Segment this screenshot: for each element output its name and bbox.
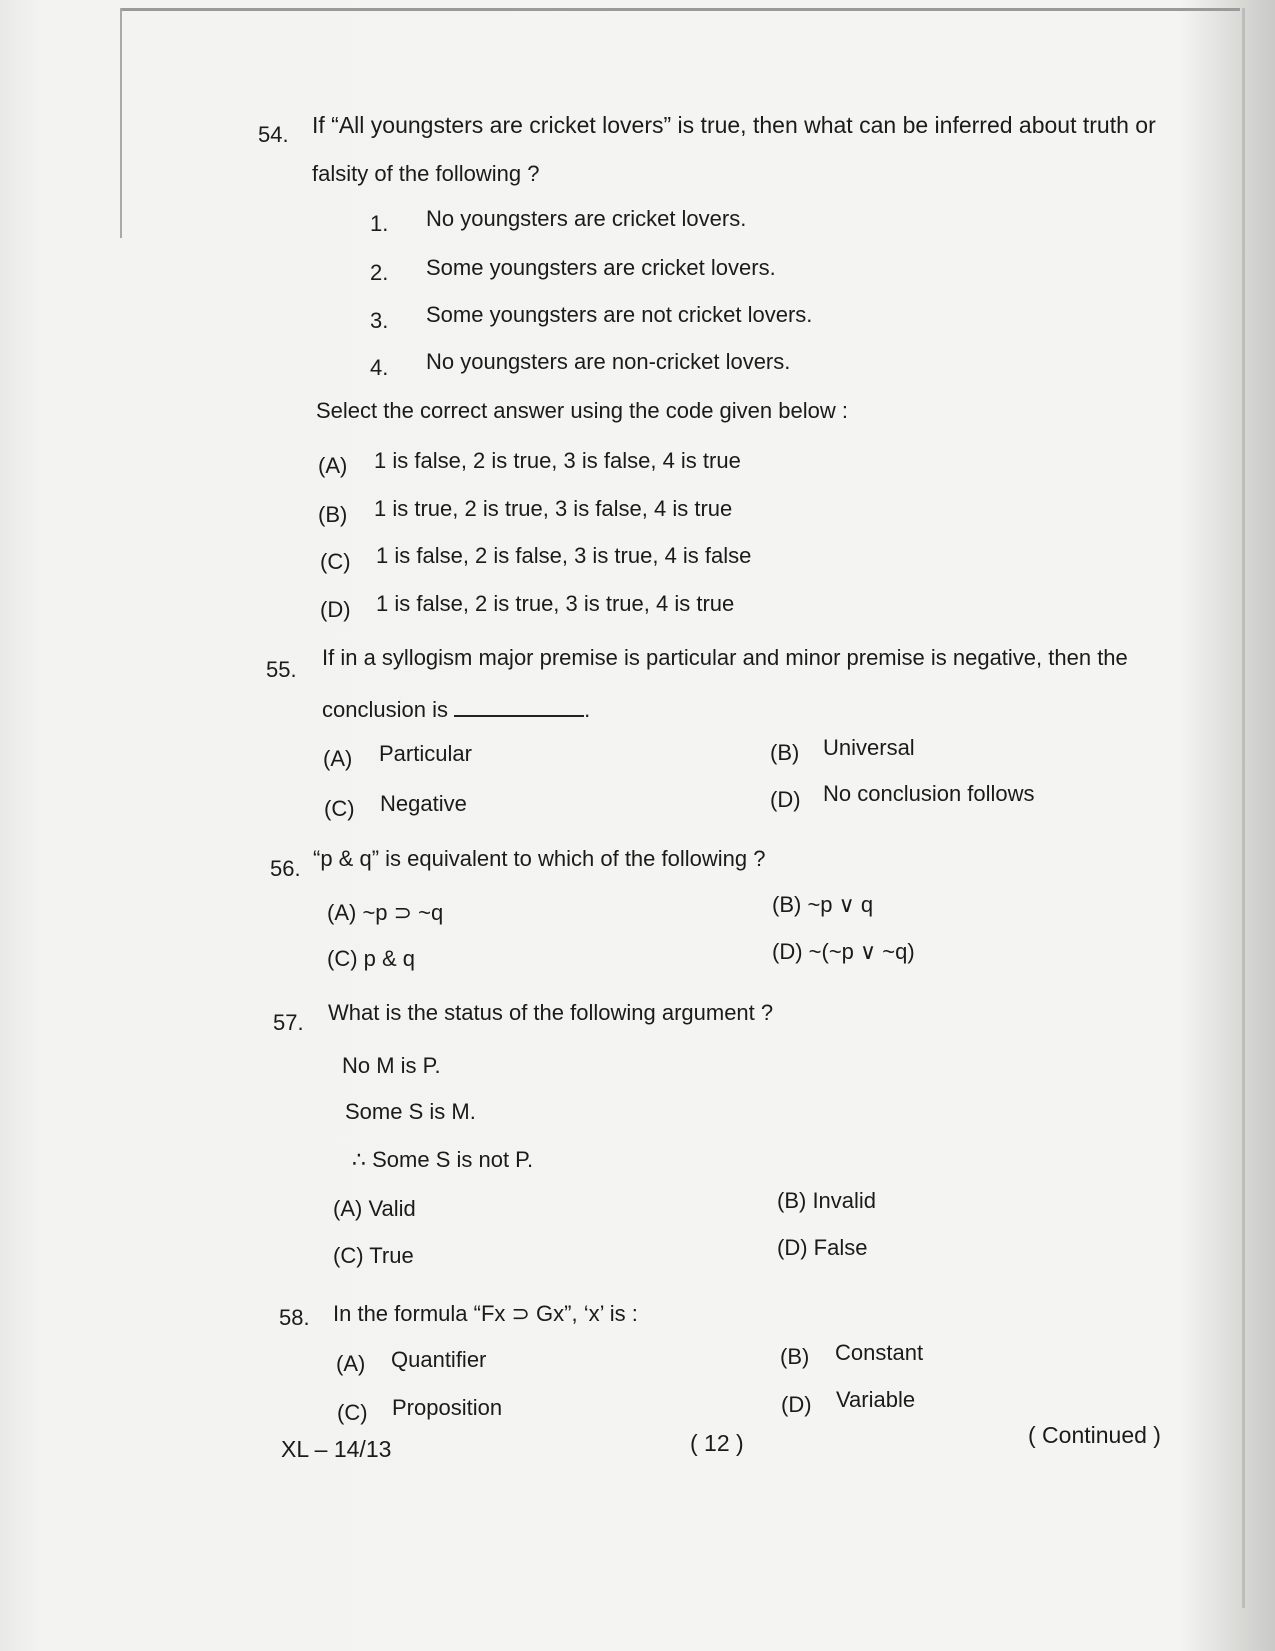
option-c-text: (C) p & q xyxy=(327,946,416,971)
option-a-text: Particular xyxy=(379,741,472,766)
option-c-text: Proposition xyxy=(392,1395,503,1420)
option-b-letter: (B) xyxy=(770,740,800,765)
option-d-letter: (D) xyxy=(781,1392,812,1417)
scan-edge-top xyxy=(120,8,1240,11)
premise-minor: Some S is M. xyxy=(345,1099,476,1124)
option-b-text: (B) Invalid xyxy=(777,1188,877,1213)
statement-number: 1. xyxy=(370,211,389,236)
footer-continued: ( Continued ) xyxy=(1028,1422,1161,1448)
statement-text: Some youngsters are not cricket lovers. xyxy=(426,302,813,327)
option-c-text: 1 is false, 2 is false, 3 is true, 4 is false xyxy=(376,543,752,568)
statement-number: 4. xyxy=(370,355,389,380)
option-d-text: No conclusion follows xyxy=(823,781,1035,806)
answer-blank xyxy=(454,697,584,717)
scan-edge-left xyxy=(120,8,122,238)
option-b-text: Universal xyxy=(823,735,915,760)
question-58-text: In the formula “Fx ⊃ Gx”, ‘x’ is : xyxy=(333,1301,638,1326)
question-54-instruction: Select the correct answer using the code given below : xyxy=(316,398,848,423)
question-56-text: “p & q” is equivalent to which of the following ? xyxy=(313,846,766,871)
question-57-number: 57. xyxy=(273,1010,304,1035)
question-55-number: 55. xyxy=(266,657,297,682)
option-c-text: (C) True xyxy=(333,1243,414,1268)
option-a-letter: (A) xyxy=(323,746,353,771)
statement-text: No youngsters are cricket lovers. xyxy=(426,206,747,231)
question-55-text-line2-start: conclusion is xyxy=(322,697,448,722)
question-57-text: What is the status of the following argument ? xyxy=(328,1000,774,1025)
option-a-text: (A) ~p ⊃ ~q xyxy=(327,900,444,925)
option-a-text: (A) Valid xyxy=(333,1196,416,1221)
footer-paper-code: XL – 14/13 xyxy=(281,1436,392,1462)
option-b-letter: (B) xyxy=(318,502,348,527)
option-c-letter: (C) xyxy=(320,549,351,574)
question-55-text-line2-end: . xyxy=(584,697,591,722)
option-d-text: 1 is false, 2 is true, 3 is true, 4 is true xyxy=(376,591,735,616)
question-54-text-line1: If “All youngsters are cricket lovers” is true, then what can be inferred about truth or xyxy=(312,112,1156,138)
option-d-text: Variable xyxy=(836,1387,916,1412)
statement-text: No youngsters are non-cricket lovers. xyxy=(426,349,791,374)
statement-number: 3. xyxy=(370,308,389,333)
question-55-text-line2 xyxy=(322,697,590,723)
option-c-text: Negative xyxy=(380,791,467,816)
question-54-number: 54. xyxy=(258,122,289,147)
footer-page-number: ( 12 ) xyxy=(690,1430,744,1456)
premise-major: No M is P. xyxy=(342,1053,441,1078)
option-c-letter: (C) xyxy=(337,1400,368,1425)
question-55-text-line1: If in a syllogism major premise is particular and minor premise is negative, then the xyxy=(322,645,1128,670)
question-54-text-line2: falsity of the following ? xyxy=(312,161,540,186)
option-a-letter: (A) xyxy=(318,453,348,478)
option-d-letter: (D) xyxy=(320,597,351,622)
argument-conclusion: ∴ Some S is not P. xyxy=(352,1147,534,1172)
option-b-letter: (B) xyxy=(780,1344,810,1369)
scan-edge-right xyxy=(1242,8,1245,1608)
question-58-number: 58. xyxy=(279,1305,310,1330)
option-d-text: (D) False xyxy=(777,1235,868,1260)
option-b-text: 1 is true, 2 is true, 3 is false, 4 is true xyxy=(374,496,733,521)
option-a-text: Quantifier xyxy=(391,1347,487,1372)
option-d-letter: (D) xyxy=(770,787,801,812)
option-b-text: (B) ~p ∨ q xyxy=(772,892,874,917)
statement-text: Some youngsters are cricket lovers. xyxy=(426,255,776,280)
option-a-text: 1 is false, 2 is true, 3 is false, 4 is true xyxy=(374,448,741,473)
option-a-letter: (A) xyxy=(336,1351,366,1376)
option-b-text: Constant xyxy=(835,1340,924,1365)
question-56-number: 56. xyxy=(270,856,301,881)
option-c-letter: (C) xyxy=(324,796,355,821)
option-d-text: (D) ~(~p ∨ ~q) xyxy=(772,939,915,964)
statement-number: 2. xyxy=(370,260,389,285)
